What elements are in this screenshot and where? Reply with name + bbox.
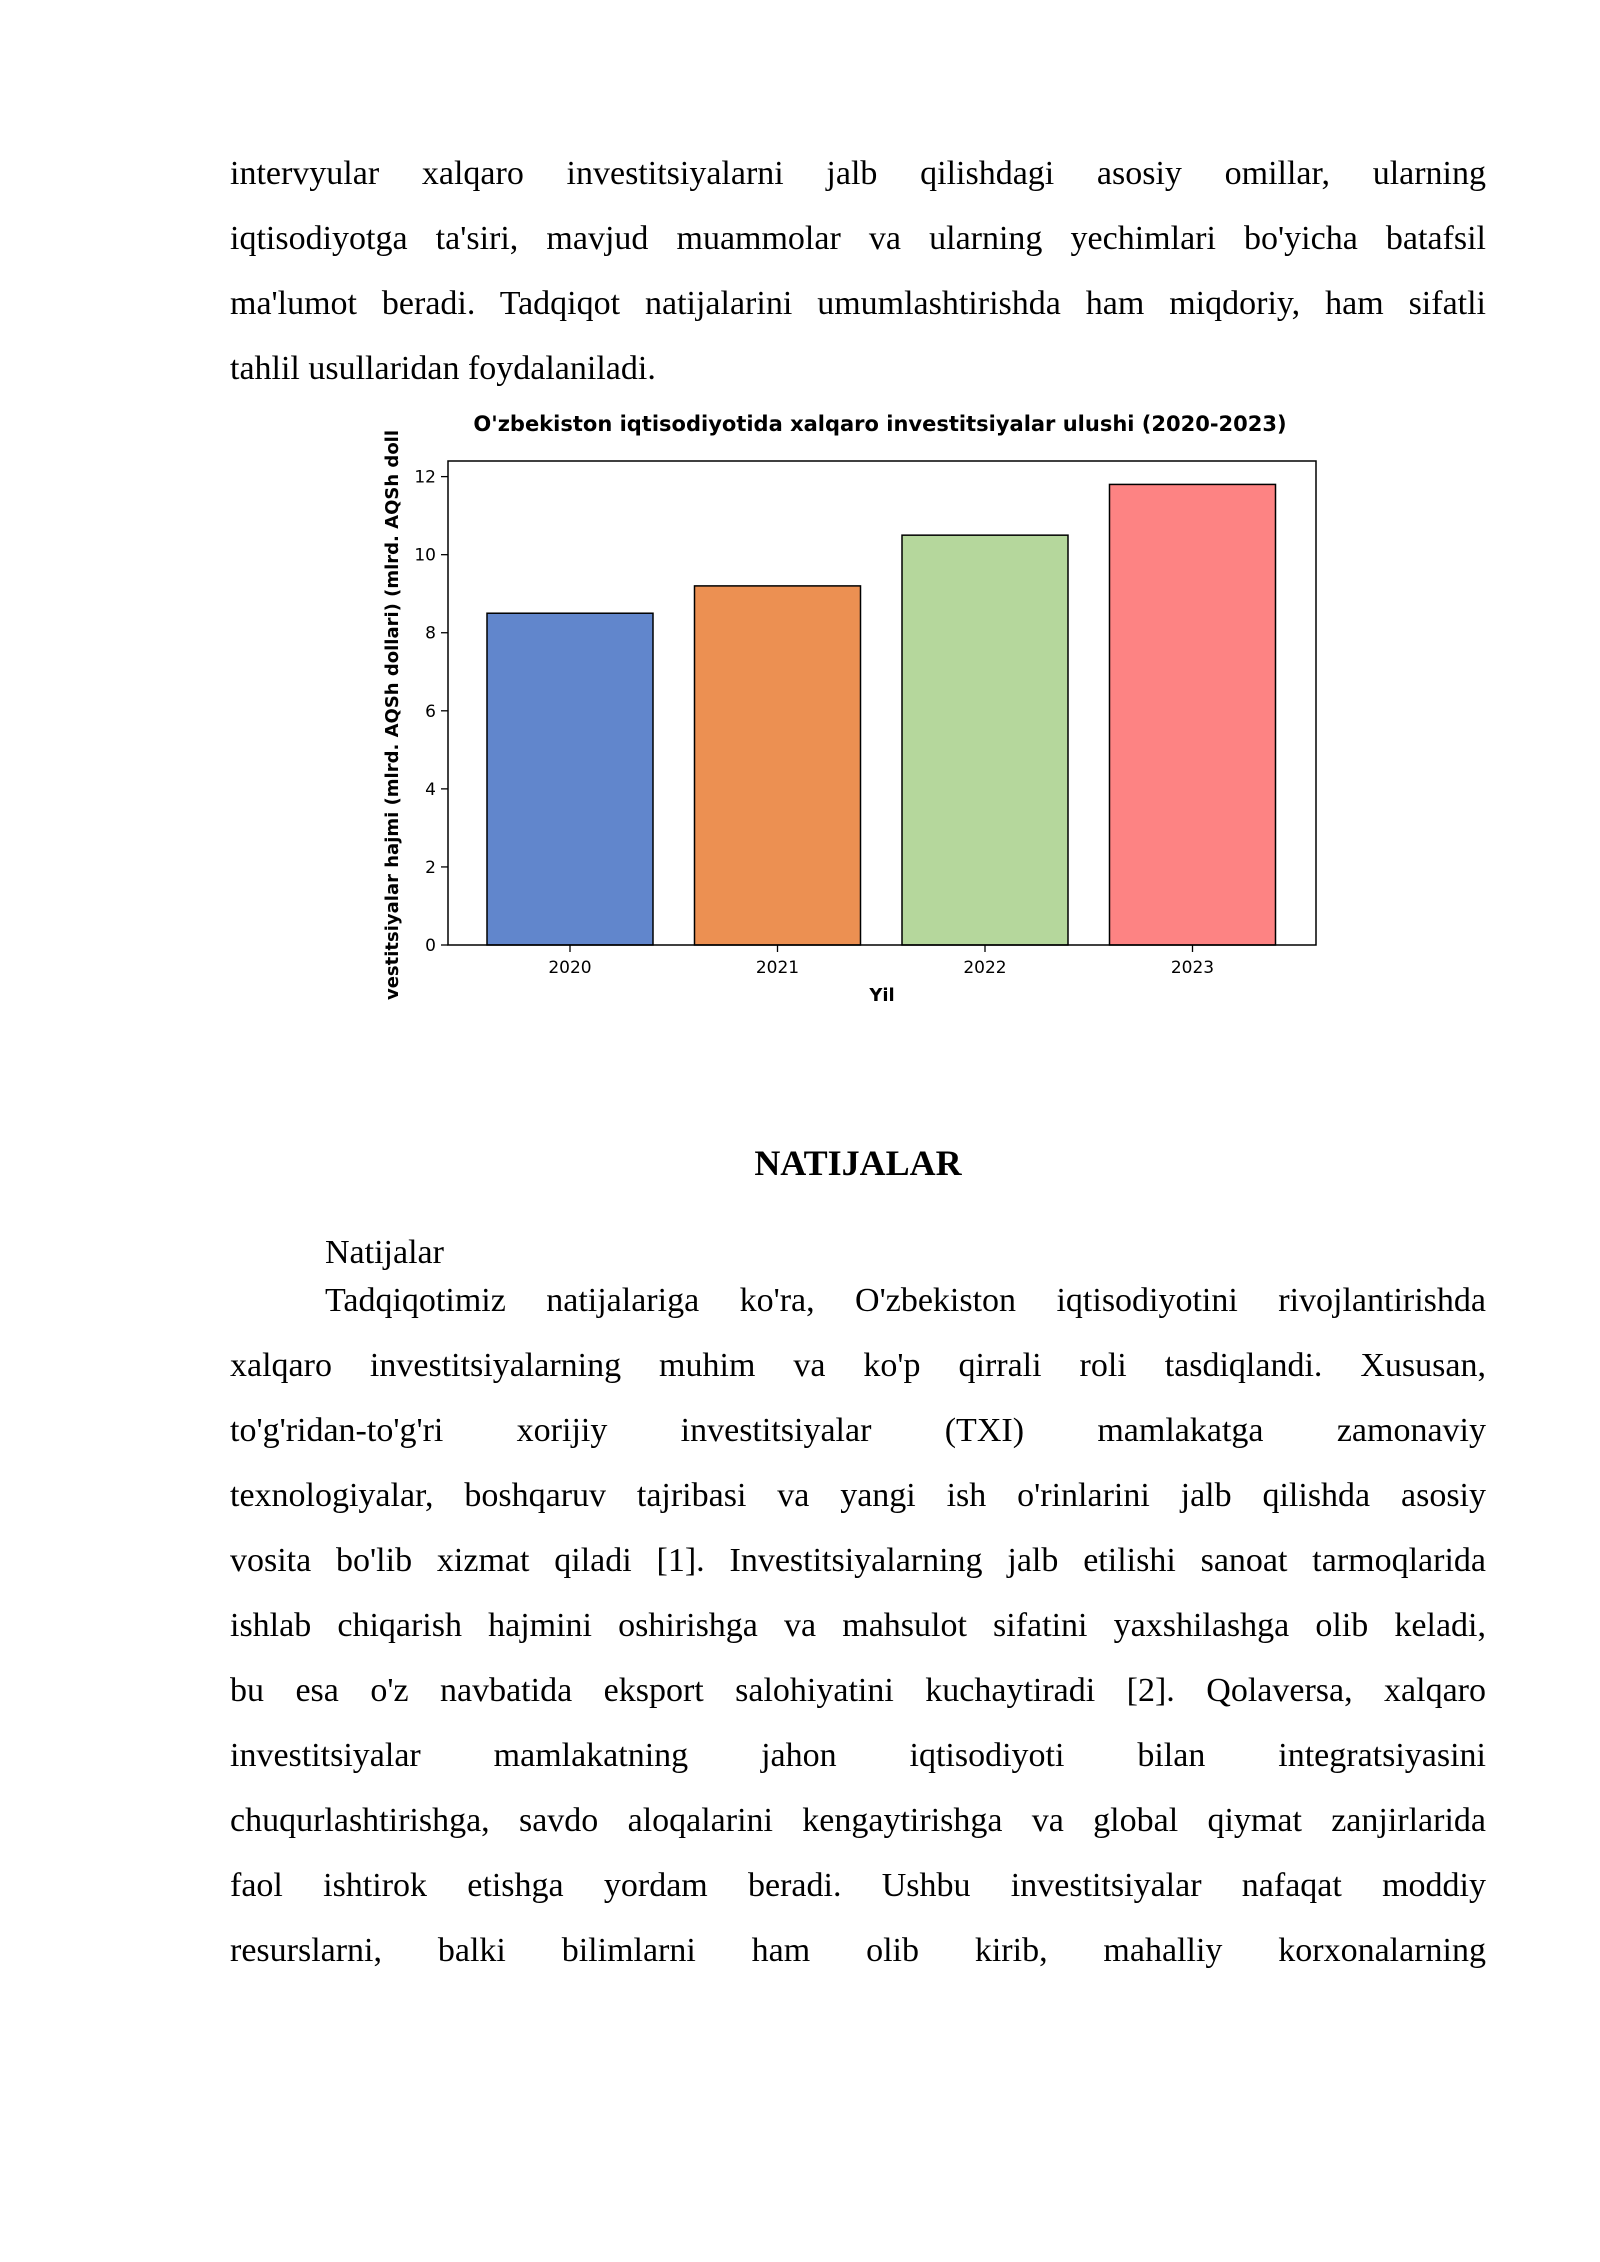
paragraph-line: iqtisodiyotga ta'siri, mavjud muammolar va ularning yechimlari bo'yicha batafsil — [230, 220, 1486, 257]
y-tick-label: 10 — [414, 545, 436, 566]
paragraph-line: tahlil usullaridan foydalaniladi. — [230, 350, 656, 387]
paragraph-line: ishlab chiqarish hajmini oshirishga va mahsulot sifatini yaxshilashga olib keladi, — [230, 1607, 1486, 1644]
x-tick-label: 2023 — [1170, 958, 1215, 978]
subheading: Natijalar — [325, 1234, 444, 1271]
x-tick-label: 2022 — [963, 958, 1007, 978]
results-paragraph — [230, 1268, 1486, 1983]
paragraph-line: chuqurlashtirishga, savdo aloqalarini kengaytirishga va global qiymat zanjirlarida — [230, 1802, 1486, 1839]
paragraph-line: bu esa o'z navbatida eksport salohiyatini kuchaytiradi [2]. Qolaversa, xalqaro — [230, 1672, 1486, 1709]
x-axis-label: Yil — [869, 985, 895, 1006]
bar-2022 — [902, 535, 1068, 945]
y-axis-ticks — [414, 468, 448, 956]
x-tick-label: 2020 — [548, 958, 592, 978]
y-tick-label: 8 — [425, 623, 436, 644]
paragraph-line: investitsiyalar mamlakatning jahon iqtisodiyoti bilan integratsiyasini — [230, 1737, 1486, 1774]
x-axis-ticks — [548, 945, 1214, 978]
paragraph-line: intervyular xalqaro investitsiyalarni jalb qilishdagi asosiy omillar, ularning — [230, 155, 1486, 192]
paragraph-line: ma'lumot beradi. Tadqiqot natijalarini umumlashtirishda ham miqdoriy, ham sifatli — [230, 285, 1486, 322]
paragraph-line: resurslarni, balki bilimlarni ham olib kirib, mahalliy korxonalarning — [230, 1932, 1486, 1969]
paragraph-line: faol ishtirok etishga yordam beradi. Ushbu investitsiyalar nafaqat moddiy — [230, 1867, 1486, 1904]
bars — [487, 484, 1276, 945]
bar-2023 — [1110, 484, 1276, 945]
investment-bar-chart — [380, 405, 1320, 1045]
paragraph-line: Tadqiqotimiz natijalariga ko'ra, O'zbekiston iqtisodiyotini rivojlantirishda — [325, 1282, 1486, 1319]
x-tick-label: 2021 — [755, 958, 800, 978]
intro-paragraph — [230, 141, 1486, 401]
y-tick-label: 2 — [425, 857, 436, 878]
paragraph-line: xalqaro investitsiyalarning muhim va ko'p qirrali roli tasdiqlandi. Xususan, — [230, 1347, 1486, 1384]
y-axis-label: vestitsiyalar hajmi (mlrd. AQSh dollari) (mlrd. AQSh doll — [382, 429, 403, 1001]
chart-title: O'zbekiston iqtisodiyotida xalqaro investitsiyalar ulushi (2020-2023) — [473, 412, 1287, 436]
y-tick-label: 6 — [425, 701, 436, 722]
y-tick-label: 12 — [414, 467, 436, 488]
paragraph-line: vosita bo'lib xizmat qiladi [1]. Investitsiyalarning jalb etilishi sanoat tarmoqlarida — [230, 1542, 1486, 1579]
section-heading: NATIJALAR — [754, 1143, 962, 1183]
y-tick-label: 4 — [425, 779, 436, 800]
bar-2020 — [487, 613, 653, 945]
paragraph-line: texnologiyalar, boshqaruv tajribasi va yangi ish o'rinlarini jalb qilishda asosiy — [230, 1477, 1486, 1514]
y-tick-label: 0 — [425, 936, 436, 956]
paragraph-line: to'g'ridan-to'g'ri xorijiy investitsiyalar (TXI) mamlakatga zamonaviy — [230, 1412, 1486, 1449]
bar-2021 — [695, 586, 861, 945]
